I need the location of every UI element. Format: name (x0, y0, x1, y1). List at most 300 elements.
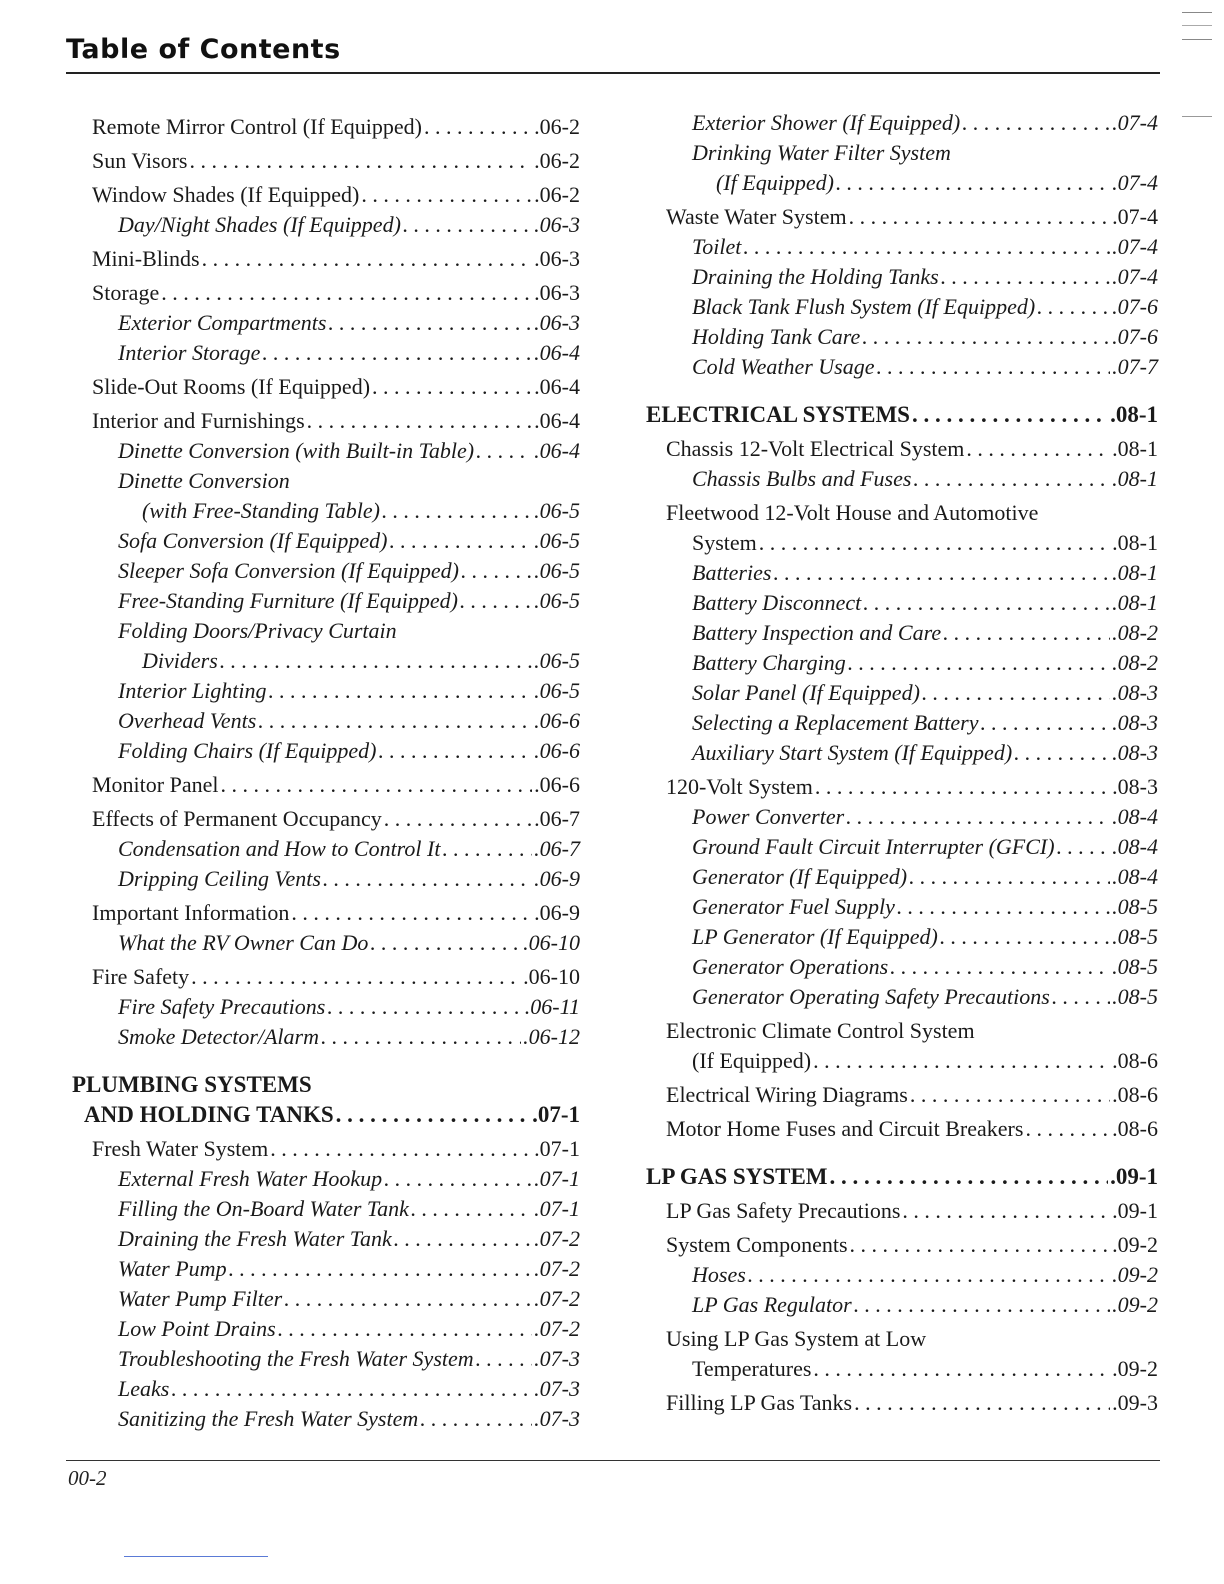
toc-entry-page: .08-3 (1112, 680, 1158, 705)
toc-entry-page: .07-4 (1112, 234, 1158, 259)
toc-entry-page: .06-7 (534, 836, 580, 861)
toc-entry (68, 1022, 580, 1052)
toc-leader-dots (476, 1344, 533, 1374)
toc-entry-page: .08-4 (1112, 804, 1158, 829)
toc-entry-page: .08-1 (1112, 466, 1158, 491)
toc-entry (642, 588, 1158, 618)
toc-leader-dots (189, 146, 532, 176)
toc-entry-title: Condensation and How to Control It (118, 836, 441, 861)
toc-entry-title: Batteries (692, 560, 772, 585)
toc-entry-title: Effects of Permanent Occupancy (92, 806, 382, 831)
toc-leader-dots (863, 588, 1110, 618)
toc-entry (68, 586, 580, 616)
toc-entry-page: .07-3 (534, 1406, 580, 1431)
toc-leader-dots (748, 1260, 1110, 1290)
toc-entry-page: .06-3 (534, 212, 580, 237)
toc-entry-page: .07-4 (1112, 264, 1158, 289)
toc-entry-title: What the RV Owner Can Do (118, 930, 369, 955)
toc-entry-title: Mini-Blinds (92, 246, 200, 271)
toc-entry (68, 770, 580, 800)
title-rule (66, 72, 1160, 74)
toc-entry (68, 278, 580, 308)
toc-entry-title: LP Gas Safety Precautions (666, 1198, 901, 1223)
toc-entry-page: .09-2 (1112, 1356, 1158, 1381)
toc-leader-dots (890, 952, 1110, 982)
toc-entry-page: .08-6 (1112, 1116, 1158, 1141)
toc-leader-dots (161, 278, 532, 308)
toc-leader-dots (460, 586, 532, 616)
toc-entry (642, 1080, 1158, 1110)
toc-entry-page: .06-5 (534, 528, 580, 553)
toc-entry-title: ELECTRICAL SYSTEMS (646, 402, 910, 427)
toc-entry (642, 434, 1158, 464)
toc-leader-dots (403, 210, 532, 240)
toc-leader-dots (442, 834, 532, 864)
toc-entry-page: .07-3 (534, 1346, 580, 1371)
toc-entry-page: .07-4 (1112, 170, 1158, 195)
toc-entry (642, 862, 1158, 892)
toc-entry-title: Leaks (118, 1376, 170, 1401)
toc-entry (68, 496, 580, 526)
toc-entry-page: .08-5 (1112, 924, 1158, 949)
toc-entry-page: .07-4 (1112, 110, 1158, 135)
toc-entry (642, 982, 1158, 1012)
toc-entry (68, 210, 580, 240)
toc-entry-title: Generator Operations (692, 954, 889, 979)
toc-entry (642, 322, 1158, 352)
toc-entry (68, 406, 580, 436)
toc-entry-title: System Components (666, 1232, 848, 1257)
toc-entry-title: Monitor Panel (92, 772, 219, 797)
toc-entry-page: .06-3 (534, 280, 580, 305)
toc-entry (642, 802, 1158, 832)
toc-entry-title: Day/Night Shades (If Equipped) (118, 212, 401, 237)
toc-leader-dots (943, 618, 1110, 648)
toc-entry-page: .08-1 (1112, 590, 1158, 615)
toc-entry-page: .07-1 (534, 1196, 580, 1221)
toc-entry-title: Slide-Out Rooms (If Equipped) (92, 374, 371, 399)
toc-entry-page: .07-2 (534, 1226, 580, 1251)
toc-entry-page: .08-4 (1112, 834, 1158, 859)
toc-entry-title: Solar Panel (If Equipped) (692, 680, 920, 705)
toc-entry-page: .06-4 (534, 438, 580, 463)
toc-entry-title: Dinette Conversion (with Built-in Table) (118, 438, 475, 463)
toc-entry-page: .08-1 (1112, 560, 1158, 585)
toc-entry (68, 372, 580, 402)
toc-section-heading (642, 400, 1158, 430)
toc-entry-title: Exterior Compartments (118, 310, 327, 335)
toc-entry-title: Battery Disconnect (692, 590, 862, 615)
toc-entry (68, 898, 580, 928)
toc-leader-dots (743, 232, 1110, 262)
toc-entry-title: Folding Doors/Privacy Curtain (118, 618, 397, 643)
toc-entry-title: Battery Inspection and Care (692, 620, 942, 645)
toc-entry-page: .08-6 (1112, 1048, 1158, 1073)
toc-entry-title: Sleeper Sofa Conversion (If Equipped) (118, 558, 459, 583)
toc-entry-title: Generator Fuel Supply (692, 894, 895, 919)
toc-entry (642, 1260, 1158, 1290)
toc-entry (642, 1230, 1158, 1260)
toc-entry-page: .06-7 (534, 806, 580, 831)
toc-entry (68, 308, 580, 338)
toc-entry-title: System (692, 530, 757, 555)
toc-leader-dots (1037, 292, 1110, 322)
toc-entry-title: Toilet (692, 234, 742, 259)
scan-artifact-mark (1182, 12, 1212, 40)
toc-entry-page: .07-2 (534, 1286, 580, 1311)
toc-entry-title: Draining the Fresh Water Tank (118, 1226, 392, 1251)
toc-entry-page: .09-1 (1110, 1164, 1158, 1189)
toc-entry-page: .06-3 (534, 310, 580, 335)
toc-leader-dots (269, 676, 533, 706)
toc-entry-title: Using LP Gas System at Low (666, 1326, 927, 1351)
toc-entry-title: Cold Weather Usage (692, 354, 875, 379)
toc-entry-page: .06-5 (534, 648, 580, 673)
toc-leader-dots (171, 1374, 532, 1404)
toc-leader-dots (291, 898, 532, 928)
toc-entry (642, 464, 1158, 494)
toc-entry-title: Storage (92, 280, 160, 305)
toc-entry-title: Holding Tank Care (692, 324, 861, 349)
toc-entry-title: Generator Operating Safety Precautions (692, 984, 1050, 1009)
toc-leader-dots (813, 1354, 1110, 1384)
toc-entry-page: .08-4 (1112, 864, 1158, 889)
toc-entry-title: LP GAS SYSTEM (646, 1164, 828, 1189)
scan-artifact-tick (1182, 116, 1212, 117)
toc-entry-title: Motor Home Fuses and Circuit Breakers (666, 1116, 1024, 1141)
toc-leader-dots (202, 244, 533, 274)
toc-entry-title: Dinette Conversion (118, 468, 290, 493)
toc-entry-page: .07-7 (1112, 354, 1158, 379)
toc-entry-title: Remote Mirror Control (If Equipped) (92, 114, 422, 139)
toc-entry-page: .06-2 (534, 182, 580, 207)
toc-entry-title: Fresh Water System (92, 1136, 269, 1161)
toc-leader-dots (328, 308, 532, 338)
toc-entry-page: .08-2 (1112, 620, 1158, 645)
toc-entry (642, 232, 1158, 262)
toc-leader-dots (461, 556, 532, 586)
toc-entry (642, 772, 1158, 802)
toc-leader-dots (411, 1194, 532, 1224)
toc-entry-title: Electronic Climate Control System (666, 1018, 975, 1043)
toc-leader-dots (759, 528, 1110, 558)
toc-entry (68, 1284, 580, 1314)
toc-entry-page: .08-3 (1112, 774, 1158, 799)
toc-entry (642, 738, 1158, 768)
toc-entry (68, 864, 580, 894)
toc-entry-title: Water Pump Filter (118, 1286, 283, 1311)
toc-entry (642, 1046, 1158, 1076)
toc-entry (68, 1344, 580, 1374)
toc-entry-page: .07-1 (534, 1166, 580, 1191)
toc-entry-title: Waste Water System (666, 204, 847, 229)
toc-entry-title: Power Converter (692, 804, 845, 829)
toc-leader-dots (1057, 832, 1111, 862)
toc-leader-dots (336, 1100, 530, 1130)
toc-leader-dots (940, 922, 1110, 952)
toc-leader-dots (854, 1290, 1110, 1320)
toc-entry-title: Battery Charging (692, 650, 846, 675)
toc-entry (642, 1354, 1158, 1384)
toc-leader-dots (922, 678, 1110, 708)
toc-entry-page: .09-2 (1112, 1232, 1158, 1257)
toc-entry-page: .06-4 (534, 374, 580, 399)
toc-leader-dots (941, 262, 1110, 292)
toc-entry (68, 1374, 580, 1404)
toc-entry (68, 992, 580, 1022)
toc-entry (642, 498, 1158, 528)
toc-entry (642, 1324, 1158, 1354)
toc-entry-title: Electrical Wiring Diagrams (666, 1082, 908, 1107)
toc-entry-title: Free-Standing Furniture (If Equipped) (118, 588, 458, 613)
toc-entry-page: .08-5 (1112, 894, 1158, 919)
toc-entry-page: .07-1 (532, 1102, 580, 1127)
toc-entry-title: Chassis Bulbs and Fuses (692, 466, 912, 491)
toc-entry-title: Water Pump (118, 1256, 227, 1281)
toc-entry-title: LP Gas Regulator (692, 1292, 852, 1317)
toc-entry (642, 528, 1158, 558)
toc-entry (642, 1114, 1158, 1144)
toc-entry-page: .06-10 (523, 930, 580, 955)
toc-entry-title: Auxiliary Start System (If Equipped) (692, 740, 1013, 765)
toc-entry-title: Important Information (92, 900, 290, 925)
toc-leader-dots (912, 400, 1108, 430)
toc-entry (68, 526, 580, 556)
toc-leader-dots (966, 434, 1110, 464)
toc-entry (642, 708, 1158, 738)
toc-entry-title: Dripping Ceiling Vents (118, 866, 321, 891)
toc-entry (642, 1016, 1158, 1046)
toc-entry-page: .06-3 (534, 246, 580, 271)
toc-entry-title: Hoses (692, 1262, 746, 1287)
toc-leader-dots (962, 108, 1110, 138)
toc-entry (642, 202, 1158, 232)
toc-entry (642, 832, 1158, 862)
toc-entry-page: .06-4 (534, 340, 580, 365)
toc-leader-dots (372, 372, 532, 402)
toc-entry-page: .08-3 (1112, 740, 1158, 765)
toc-entry-title: Fire Safety Precautions (118, 994, 326, 1019)
toc-entry-title: AND HOLDING TANKS (84, 1102, 334, 1127)
toc-leader-dots (394, 1224, 532, 1254)
toc-entry (642, 1196, 1158, 1226)
toc-leader-dots (220, 646, 532, 676)
toc-entry (68, 146, 580, 176)
toc-entry-title: Low Point Drains (118, 1316, 276, 1341)
toc-entry-page: .08-2 (1112, 650, 1158, 675)
toc-leader-dots (877, 352, 1111, 382)
toc-leader-dots (476, 436, 532, 466)
toc-entry-page: .07-6 (1112, 324, 1158, 349)
toc-leader-dots (862, 322, 1110, 352)
toc-entry-title: Black Tank Flush System (If Equipped) (692, 294, 1036, 319)
toc-leader-dots (378, 736, 532, 766)
toc-entry-title: Filling LP Gas Tanks (666, 1390, 853, 1415)
toc-entry-title: Interior Lighting (118, 678, 267, 703)
toc-entry-title: Overhead Vents (118, 708, 257, 733)
page-title: Table of Contents (66, 34, 341, 65)
toc-entry-page: .09-1 (1112, 1198, 1158, 1223)
toc-entry (642, 168, 1158, 198)
toc-entry-title: Dividers (142, 648, 218, 673)
toc-entry-title: Draining the Holding Tanks (692, 264, 939, 289)
toc-entry-page: .06-6 (534, 772, 580, 797)
toc-entry-page: .06-4 (534, 408, 580, 433)
toc-leader-dots (278, 1314, 532, 1344)
toc-leader-dots (910, 1080, 1110, 1110)
toc-leader-dots (849, 202, 1111, 232)
toc-entry-title: Troubleshooting the Fresh Water System (118, 1346, 474, 1371)
toc-entry-title: (with Free-Standing Table) (142, 498, 380, 523)
toc-entry-title: Smoke Detector/Alarm (118, 1024, 319, 1049)
toc-leader-dots (321, 1022, 521, 1052)
toc-entry (68, 180, 580, 210)
toc-entry (68, 706, 580, 736)
toc-entry-page: .08-1 (1110, 402, 1158, 427)
toc-entry (642, 138, 1158, 168)
toc-leader-dots (830, 1162, 1109, 1192)
toc-entry-page: .07-2 (534, 1316, 580, 1341)
toc-entry-title: LP Generator (If Equipped) (692, 924, 938, 949)
toc-leader-dots (420, 1404, 532, 1434)
toc-entry (68, 646, 580, 676)
toc-entry (642, 1290, 1158, 1320)
toc-entry (68, 1314, 580, 1344)
toc-entry-page: .06-11 (524, 994, 580, 1019)
toc-entry (68, 1194, 580, 1224)
toc-entry-title: (If Equipped) (692, 1048, 812, 1073)
toc-entry-page: .06-2 (534, 114, 580, 139)
toc-entry-title: PLUMBING SYSTEMS (72, 1072, 312, 1097)
toc-entry-page: .07-3 (534, 1376, 580, 1401)
toc-leader-dots (327, 992, 522, 1022)
toc-leader-dots (1014, 738, 1110, 768)
toc-entry-page: .06-5 (534, 498, 580, 523)
toc-section-heading (642, 1162, 1158, 1192)
toc-leader-dots (902, 1196, 1110, 1226)
toc-leader-dots (424, 112, 532, 142)
toc-entry (68, 112, 580, 142)
toc-entry-page: .09-2 (1112, 1292, 1158, 1317)
toc-entry (642, 618, 1158, 648)
toc-entry-page: .06-5 (534, 678, 580, 703)
toc-entry-title: Filling the On-Board Water Tank (118, 1196, 409, 1221)
toc-leader-dots (221, 770, 533, 800)
toc-entry (68, 338, 580, 368)
toc-leader-dots (850, 1230, 1111, 1260)
toc-entry (68, 676, 580, 706)
toc-entry (642, 648, 1158, 678)
toc-entry-title: Selecting a Replacement Battery (692, 710, 979, 735)
toc-entry-page: .07-4 (1112, 204, 1158, 229)
toc-entry-page: .08-5 (1112, 984, 1158, 1009)
toc-entry-title: Fleetwood 12-Volt House and Automotive (666, 500, 1039, 525)
toc-entry (642, 262, 1158, 292)
toc-entry (68, 1224, 580, 1254)
toc-entry-page: .06-9 (534, 900, 580, 925)
toc-leader-dots (1025, 1114, 1110, 1144)
page-number: 00-2 (68, 1466, 107, 1490)
toc-entry-page: .06-6 (534, 738, 580, 763)
toc-entry-page: .06-2 (534, 148, 580, 173)
toc-entry (642, 922, 1158, 952)
toc-leader-dots (846, 802, 1110, 832)
toc-entry-page: .06-12 (523, 1024, 580, 1049)
toc-right-column (642, 108, 1158, 1418)
toc-entry-title: Sofa Conversion (If Equipped) (118, 528, 388, 553)
toc-entry-page: .08-1 (1112, 436, 1158, 461)
toc-entry-title: Ground Fault Circuit Interrupter (GFCI) (692, 834, 1055, 859)
toc-entry (68, 736, 580, 766)
toc-entry-page: .08-5 (1112, 954, 1158, 979)
toc-leader-dots (384, 804, 532, 834)
toc-leader-dots (258, 706, 532, 736)
toc-entry-page: .06-5 (534, 588, 580, 613)
toc-entry-title: Exterior Shower (If Equipped) (692, 110, 961, 135)
toc-leader-dots (361, 180, 532, 210)
toc-entry (68, 1134, 580, 1164)
toc-entry-title: Sun Visors (92, 148, 188, 173)
toc-leader-dots (909, 862, 1110, 892)
toc-leader-dots (307, 406, 533, 436)
toc-left-column (68, 108, 580, 1434)
toc-entry-title: Folding Chairs (If Equipped) (118, 738, 377, 763)
toc-entry (68, 244, 580, 274)
toc-leader-dots (284, 1284, 532, 1314)
toc-entry-title: Generator (If Equipped) (692, 864, 908, 889)
toc-entry (642, 352, 1158, 382)
toc-entry (68, 928, 580, 958)
toc-entry-page: .09-3 (1112, 1390, 1158, 1415)
toc-entry-page: .07-1 (534, 1136, 580, 1161)
toc-leader-dots (389, 526, 532, 556)
toc-entry (68, 1404, 580, 1434)
toc-leader-dots (836, 168, 1110, 198)
toc-leader-dots (229, 1254, 533, 1284)
toc-entry (642, 952, 1158, 982)
toc-entry (642, 892, 1158, 922)
toc-entry-page: .06-6 (534, 708, 580, 733)
toc-leader-dots (191, 962, 521, 992)
toc-entry (68, 834, 580, 864)
toc-entry-page: .07-6 (1112, 294, 1158, 319)
toc-entry-page: .06-10 (523, 964, 580, 989)
toc-leader-dots (262, 338, 532, 368)
toc-leader-dots (981, 708, 1111, 738)
toc-leader-dots (854, 1388, 1110, 1418)
toc-entry-page: .07-2 (534, 1256, 580, 1281)
toc-leader-dots (370, 928, 521, 958)
toc-entry-page: .08-6 (1112, 1082, 1158, 1107)
toc-entry (642, 558, 1158, 588)
toc-entry-page: .08-3 (1112, 710, 1158, 735)
toc-entry-page: .06-9 (534, 866, 580, 891)
toc-entry (642, 108, 1158, 138)
footer-rule (66, 1460, 1160, 1461)
toc-leader-dots (813, 1046, 1110, 1076)
toc-entry-page: .06-5 (534, 558, 580, 583)
toc-entry (68, 616, 580, 646)
toc-leader-dots (382, 496, 532, 526)
toc-entry-page: .08-1 (1112, 530, 1158, 555)
toc-entry-title: Chassis 12-Volt Electrical System (666, 436, 965, 461)
toc-entry (642, 292, 1158, 322)
toc-entry-title: Window Shades (If Equipped) (92, 182, 360, 207)
toc-entry-page: .09-2 (1112, 1262, 1158, 1287)
toc-leader-dots (897, 892, 1110, 922)
toc-leader-dots (323, 864, 532, 894)
toc-entry-title: Drinking Water Filter System (692, 140, 951, 165)
